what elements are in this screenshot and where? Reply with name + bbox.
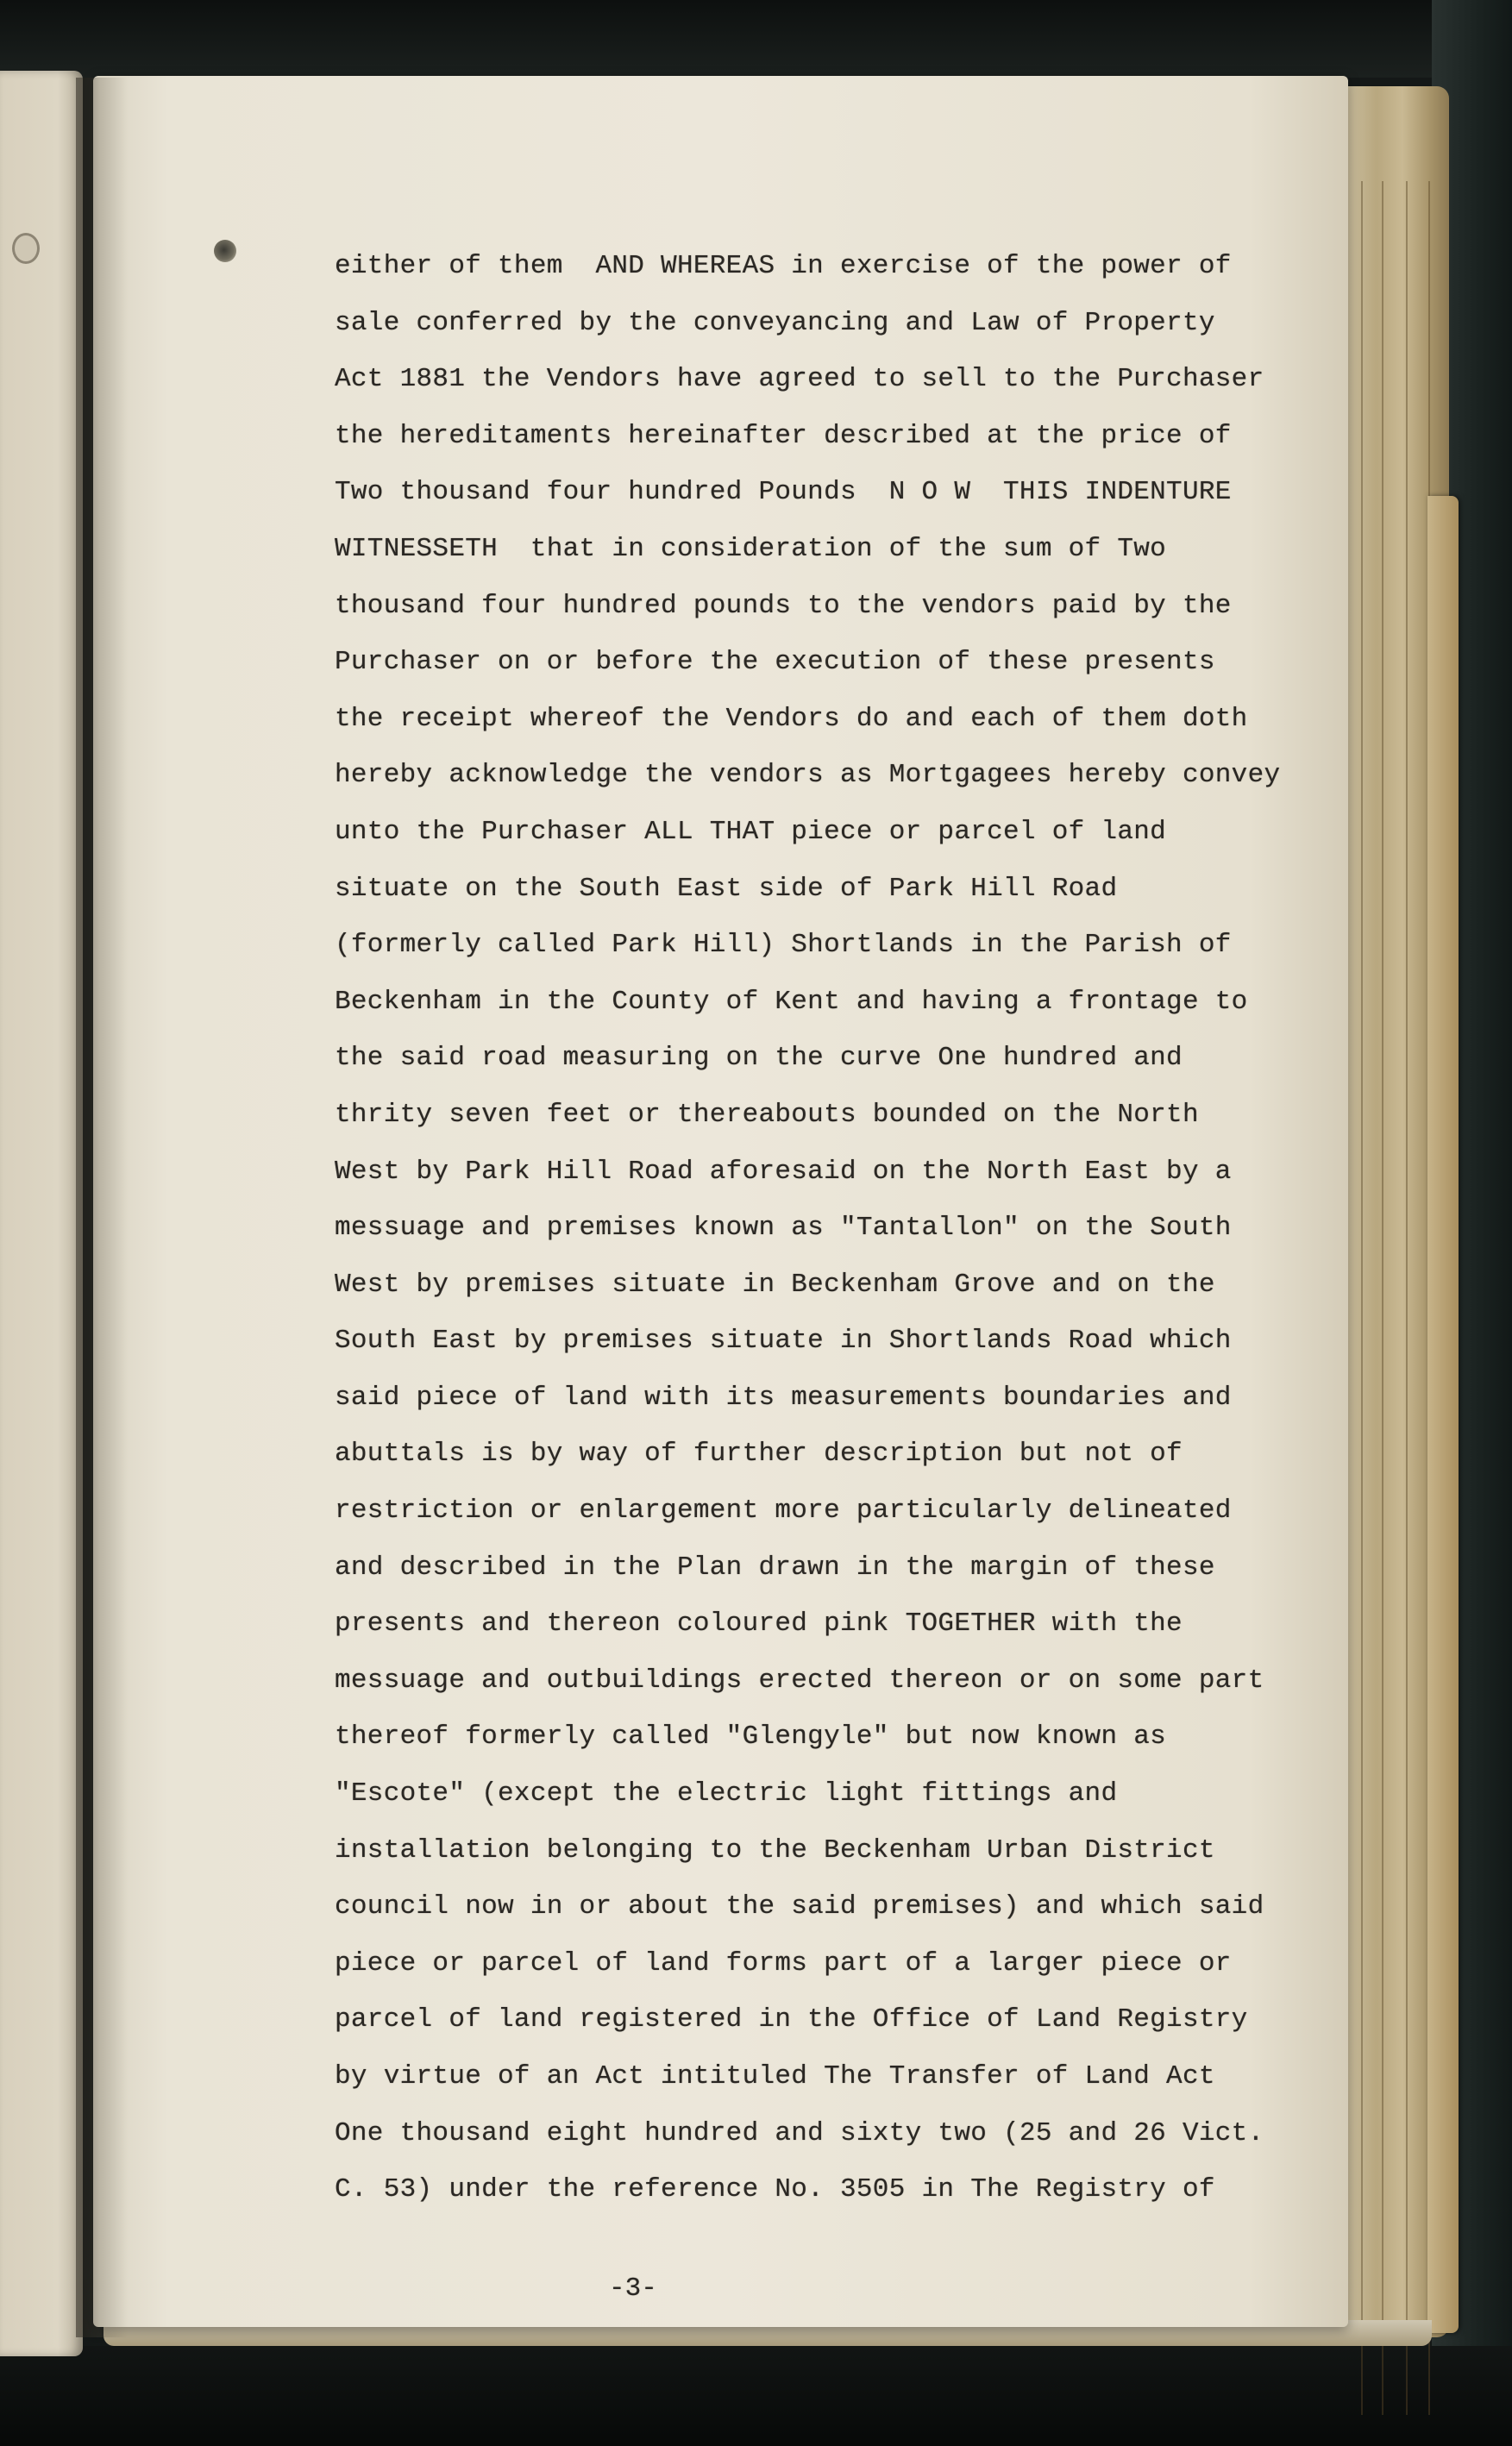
text-line: said piece of land with its measurements boundaries and	[335, 1382, 1232, 1413]
text-line: situate on the South East side of Park Hill Road	[335, 873, 1118, 904]
text-line: restriction or enlargement more particularly delineated	[335, 1496, 1232, 1527]
text-line: One thousand eight hundred and sixty two (25 and 26 Vict.	[335, 2117, 1264, 2148]
text-line: hereby acknowledge the vendors as Mortgagees hereby convey	[335, 760, 1281, 791]
side-tab-strip	[1427, 496, 1459, 2333]
text-line: WITNESSETH that in consideration of the sum of Two	[335, 533, 1167, 564]
background-bottom	[0, 2346, 1512, 2446]
text-line: thousand four hundred pounds to the vendors paid by the	[335, 590, 1232, 621]
text-line: "Escote" (except the electric light fittings and	[335, 1778, 1118, 1809]
text-line: the receipt whereof the Vendors do and each of them doth	[335, 703, 1248, 734]
text-line: parcel of land registered in the Office of Land Registry	[335, 2004, 1248, 2035]
text-line: (formerly called Park Hill) Shortlands in the Parish of	[335, 930, 1232, 961]
text-line: thereof formerly called "Glengyle" but now known as	[335, 1722, 1167, 1753]
text-line: C. 53) under the reference No. 3505 in The Registry of	[335, 2174, 1215, 2205]
text-line: unto the Purchaser ALL THAT piece or parcel of land	[335, 816, 1167, 847]
text-line: Beckenham in the County of Kent and having a frontage to	[335, 986, 1248, 1017]
text-line: piece or parcel of land forms part of a larger piece or	[335, 1947, 1232, 1979]
text-line: the said road measuring on the curve One hundred and	[335, 1043, 1183, 1074]
text-line: sale conferred by the conveyancing and Law of Property	[335, 307, 1215, 338]
background-top	[0, 0, 1512, 78]
page-number: -3-	[609, 2274, 657, 2304]
text-line: by virtue of an Act intituled The Transfer of Land Act	[335, 2061, 1215, 2092]
text-line: West by premises situate in Beckenham Grove and on the	[335, 1269, 1215, 1300]
document-body	[335, 238, 1335, 2218]
text-line: presents and thereon coloured pink TOGETHER with the	[335, 1609, 1183, 1640]
text-line: West by Park Hill Road aforesaid on the North East by a	[335, 1156, 1232, 1187]
stack-line	[1406, 181, 1408, 2415]
text-line: abuttals is by way of further description but not of	[335, 1439, 1183, 1470]
text-line: thrity seven feet or thereabouts bounded on the North	[335, 1099, 1199, 1130]
spine-shadow	[76, 78, 128, 2337]
text-line: Purchaser on or before the execution of these presents	[335, 647, 1215, 678]
text-line: installation belonging to the Beckenham Urban District	[335, 1834, 1215, 1866]
text-line: either of them AND WHEREAS in exercise of the power of	[335, 251, 1232, 281]
text-line: council now in or about the said premises) and which said	[335, 1891, 1264, 1922]
stack-line	[1361, 181, 1363, 2415]
text-line: Act 1881 the Vendors have agreed to sell to the Purchaser	[335, 364, 1264, 395]
text-line: messuage and premises known as "Tantallon" on the South	[335, 1213, 1232, 1244]
text-line: Two thousand four hundred Pounds N O W THIS INDENTURE	[335, 477, 1232, 508]
text-line: and described in the Plan drawn in the margin of these	[335, 1552, 1215, 1583]
punch-hole-icon	[214, 240, 236, 262]
text-line: messuage and outbuildings erected thereon or on some part	[335, 1665, 1264, 1696]
text-line: the hereditaments hereinafter described at the price of	[335, 420, 1232, 451]
stack-line	[1382, 181, 1383, 2415]
text-line: South East by premises situate in Shortlands Road which	[335, 1326, 1232, 1357]
left-page-punch-hole-icon	[12, 233, 40, 264]
left-page-edge	[0, 71, 83, 2356]
